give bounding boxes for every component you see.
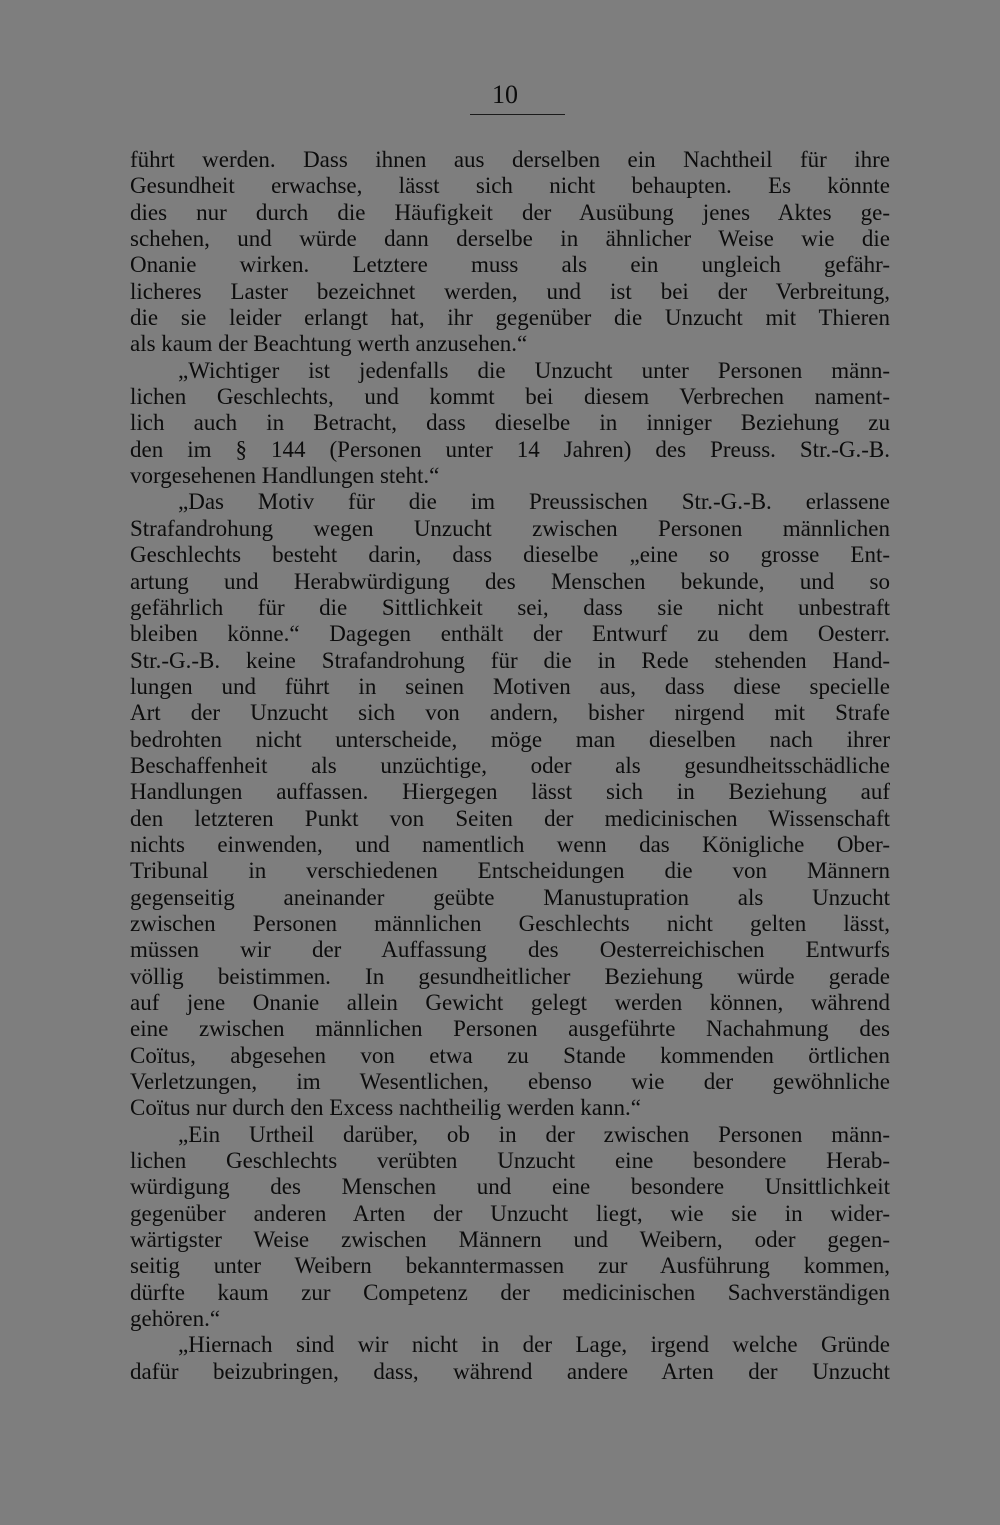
text-line: dafür beizubringen, dass, während andere Arten der Unzucht xyxy=(130,1358,890,1384)
text-line: bedrohten nicht unterscheide, möge man dieselben nach ihrer xyxy=(130,726,890,752)
text-line: Gesundheit erwachse, lässt sich nicht behaupten. Es könnte xyxy=(130,173,890,199)
text-line: gegenüber anderen Arten der Unzucht liegt, wie sie in wider- xyxy=(130,1200,890,1226)
text-line: bleiben könne.“ Dagegen enthält der Entwurf zu dem Oesterr. xyxy=(130,621,890,647)
text-line: würdigung des Menschen und eine besondere Unsittlichkeit xyxy=(130,1174,890,1200)
text-line: Geschlechts besteht darin, dass dieselbe „eine so grosse Ent- xyxy=(130,542,890,568)
text-line: dies nur durch die Häufigkeit der Ausübung jenes Aktes ge- xyxy=(130,199,890,225)
text-line: lich auch in Betracht, dass dieselbe in inniger Beziehung zu xyxy=(130,410,890,436)
text-line: Handlungen auffassen. Hiergegen lässt sich in Beziehung auf xyxy=(130,779,890,805)
text-line: „Hiernach sind wir nicht in der Lage, irgend welche Gründe xyxy=(178,1332,890,1358)
text-line: Verletzungen, im Wesentlichen, ebenso wie der gewöhnliche xyxy=(130,1069,890,1095)
text-line: licheres Laster bezeichnet werden, und ist bei der Verbreitung, xyxy=(130,278,890,304)
text-line: lichen Geschlechts verübten Unzucht eine besondere Herab- xyxy=(130,1148,890,1174)
text-line: gegenseitig aneinander geübte Manustupration als Unzucht xyxy=(130,884,890,910)
text-line: zwischen Personen männlichen Geschlechts nicht gelten lässt, xyxy=(130,910,890,936)
text-line: den im § 144 (Personen unter 14 Jahren) des Preuss. Str.-G.-B. xyxy=(130,436,890,462)
text-line: „Das Motiv für die im Preussischen Str.-G.-B. erlassene xyxy=(178,489,890,515)
text-line: schehen, und würde dann derselbe in ähnlicher Weise wie die xyxy=(130,226,890,252)
text-line: lichen Geschlechts, und kommt bei diesem Verbrechen nament- xyxy=(130,384,890,410)
text-line: vorgesehenen Handlungen steht.“ xyxy=(130,463,440,489)
text-line: gefährlich für die Sittlichkeit sei, dass sie nicht unbestraft xyxy=(130,594,890,620)
text-line: als kaum der Beachtung werth anzusehen.“ xyxy=(130,331,528,357)
text-line: Coïtus nur durch den Excess nachtheilig werden kann.“ xyxy=(130,1095,641,1121)
text-line: eine zwischen männlichen Personen ausgeführte Nachahmung des xyxy=(130,1016,890,1042)
text-line: lungen und führt in seinen Motiven aus, dass diese specielle xyxy=(130,673,890,699)
text-line: Beschaffenheit als unzüchtige, oder als gesundheitsschädliche xyxy=(130,752,890,778)
body-text xyxy=(130,147,890,1385)
text-line: Onanie wirken. Letztere muss als ein ungleich gefähr- xyxy=(130,252,890,278)
text-line: Str.-G.-B. keine Strafandrohung für die in Rede stehenden Hand- xyxy=(130,647,890,673)
text-line: Tribunal in verschiedenen Entscheidungen die von Männern xyxy=(130,858,890,884)
text-line: nichts einwenden, und namentlich wenn das Königliche Ober- xyxy=(130,831,890,857)
text-line: „Ein Urtheil darüber, ob in der zwischen Personen männ- xyxy=(178,1121,890,1147)
text-line: Strafandrohung wegen Unzucht zwischen Personen männlichen xyxy=(130,515,890,541)
text-line: gehören.“ xyxy=(130,1306,221,1332)
text-line: Coïtus, abgesehen von etwa zu Stande kommenden örtlichen xyxy=(130,1042,890,1068)
text-line: Art der Unzucht sich von andern, bisher nirgend mit Strafe xyxy=(130,700,890,726)
text-line: müssen wir der Auffassung des Oesterreichischen Entwurfs xyxy=(130,937,890,963)
text-line: führt werden. Dass ihnen aus derselben ein Nachtheil für ihre xyxy=(130,147,890,172)
text-line: die sie leider erlangt hat, ihr gegenüber die Unzucht mit Thieren xyxy=(130,305,890,331)
text-line: wärtigster Weise zwischen Männern und Weibern, oder gegen- xyxy=(130,1227,890,1253)
text-line: den letzteren Punkt von Seiten der medicinischen Wissenschaft xyxy=(130,805,890,831)
text-line: auf jene Onanie allein Gewicht gelegt werden können, während xyxy=(130,990,890,1015)
text-line: seitig unter Weibern bekanntermassen zur Ausführung kommen, xyxy=(130,1253,890,1279)
text-line: artung und Herabwürdigung des Menschen bekunde, und so xyxy=(130,568,890,594)
text-line: dürfte kaum zur Competenz der medicinischen Sachverständigen xyxy=(130,1279,890,1305)
text-line: völlig beistimmen. In gesundheitlicher Beziehung würde gerade xyxy=(130,963,890,989)
header-rule xyxy=(470,114,565,115)
text-line: „Wichtiger ist jedenfalls die Unzucht unter Personen männ- xyxy=(178,357,890,383)
page-number: 10 xyxy=(492,80,518,109)
